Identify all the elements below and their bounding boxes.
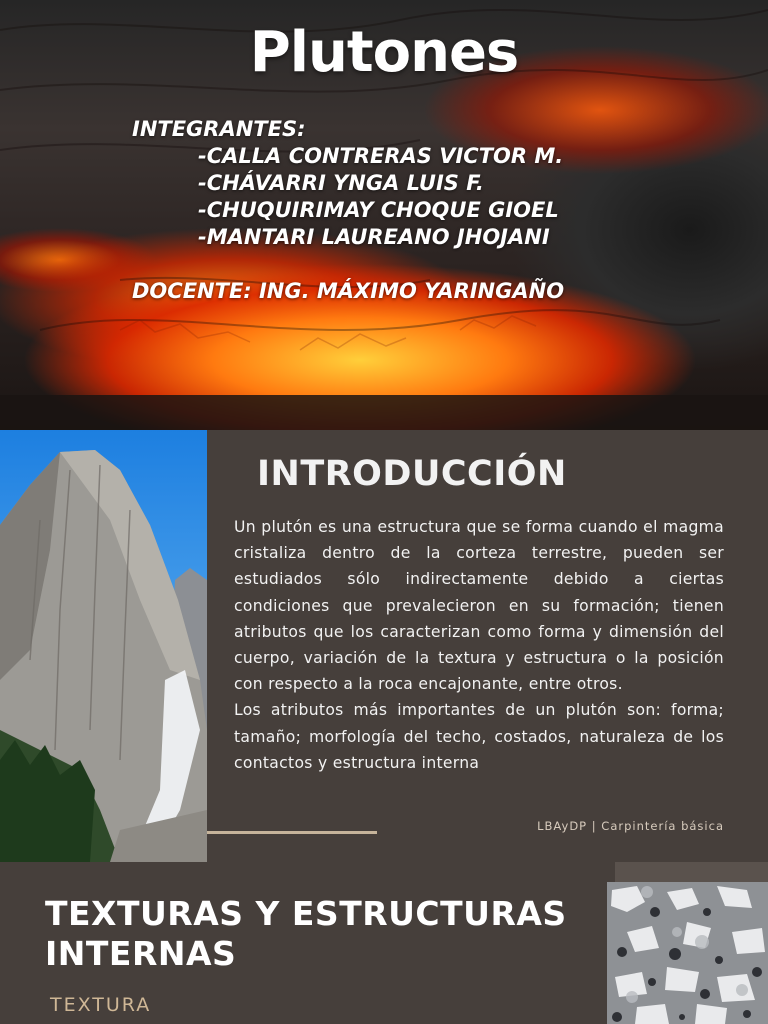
member-name: -MANTARI LAUREANO JHOJANI <box>198 225 550 249</box>
integrantes-label: INTEGRANTES: <box>132 117 306 141</box>
granite-texture <box>607 882 768 1024</box>
hero-lava-image <box>0 0 768 430</box>
member-name: -CALLA CONTRERAS VICTOR M. <box>198 144 564 168</box>
mountain-photo <box>0 430 207 862</box>
docente-line: DOCENTE: ING. MÁXIMO YARINGAÑO <box>132 279 565 303</box>
photo-frame <box>615 862 768 882</box>
accent-divider <box>207 831 377 834</box>
document-title: Plutones <box>249 20 519 85</box>
section-heading: TEXTURAS Y ESTRUCTURAS INTERNAS <box>45 894 567 973</box>
introduction-heading: INTRODUCCIÓN <box>257 454 567 494</box>
introduction-paragraph: Los atributos más importantes de un plutón son: forma; tamaño; morfología del techo, costados, naturaleza de los contactos y estructura interna <box>234 701 724 772</box>
introduction-panel <box>207 430 768 862</box>
section-subheading: TEXTURA <box>50 994 152 1016</box>
member-name: -CHÁVARRI YNGA LUIS F. <box>198 171 484 195</box>
textures-section <box>0 862 768 1024</box>
credits-block <box>132 116 564 305</box>
mountain-illustration <box>0 430 207 862</box>
member-name: -CHUQUIRIMAY CHOQUE GIOEL <box>198 198 559 222</box>
introduction-text <box>234 514 724 776</box>
credit-line: LBAyDP | Carpintería básica <box>537 819 724 833</box>
introduction-paragraph: Un plutón es una estructura que se forma cuando el magma cristaliza dentro de la corteza terrestre, pueden ser estudiados sólo indirectamente debido a ciertas condiciones que prevalecieron en su formación; tienen atributos que los caracterizan como forma y dimensión del cuerpo, variación de la textura y estructura o la posición con respecto a la roca encajonante, entre otros. <box>234 518 724 694</box>
granite-photo <box>607 882 768 1024</box>
